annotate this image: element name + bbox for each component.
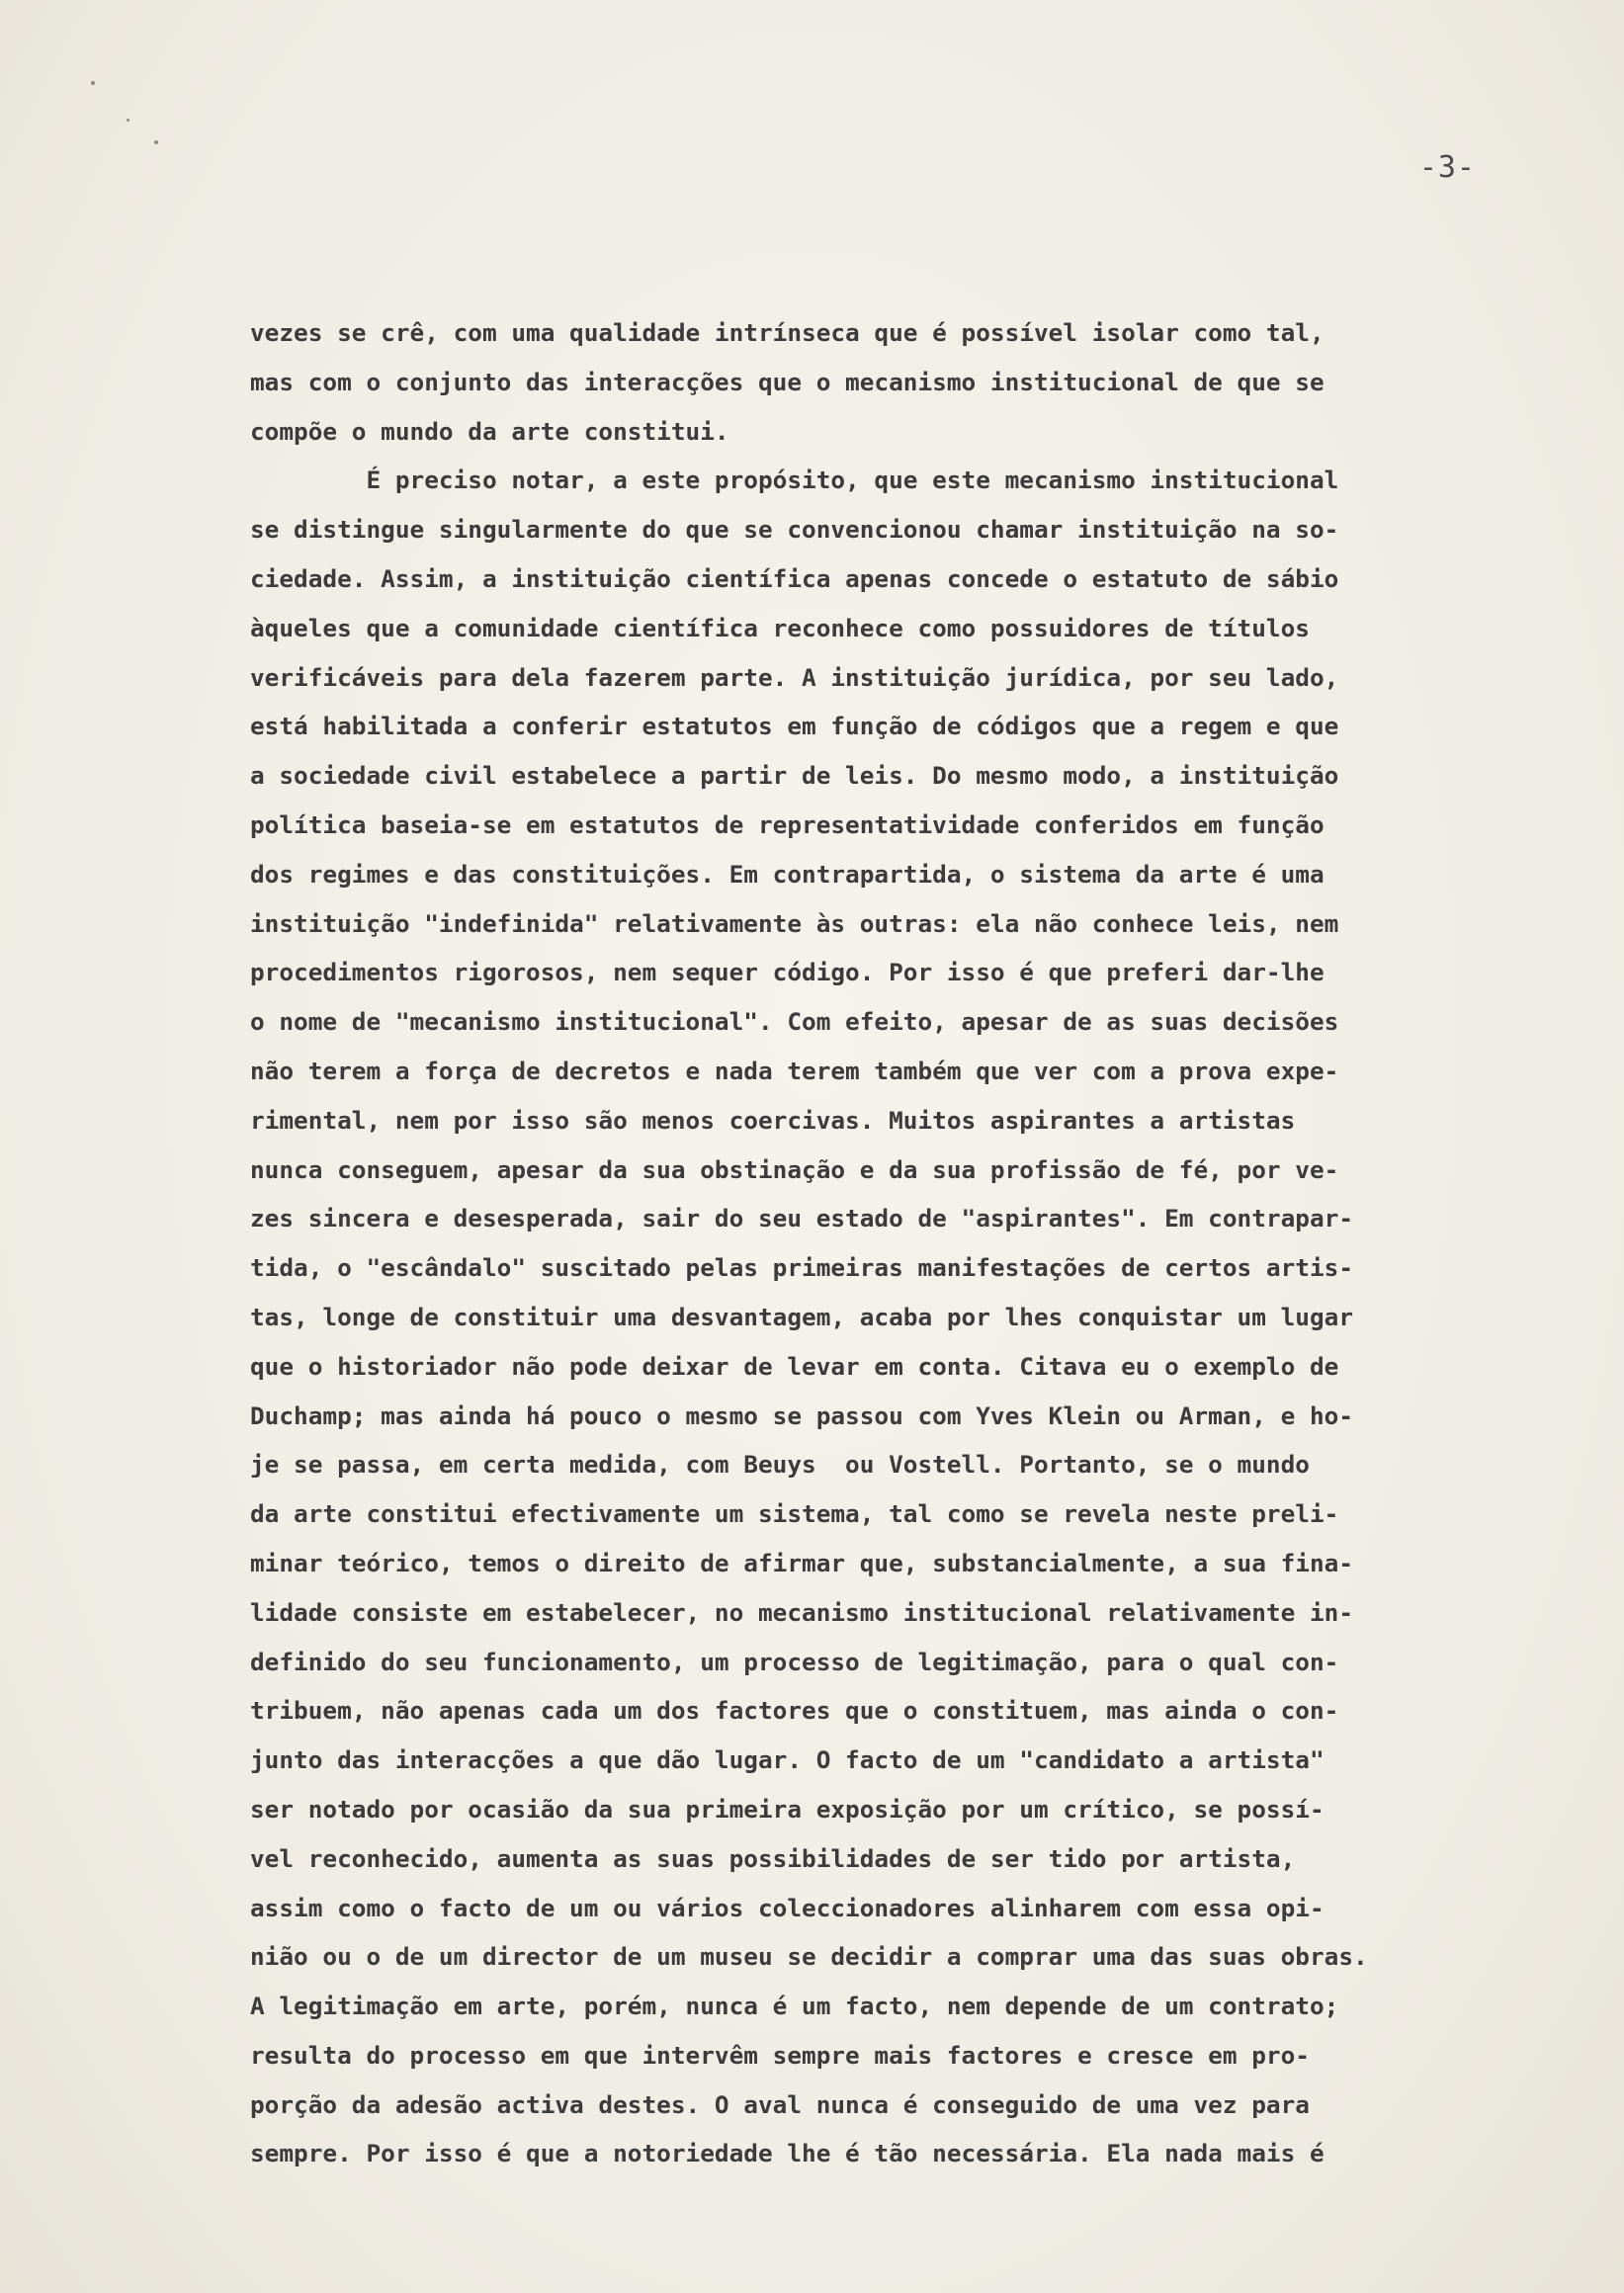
- page-number: -3-: [1418, 150, 1476, 185]
- text-line: o nome de "mecanismo institucional". Com efeito, apesar de as suas decisões: [250, 1007, 1339, 1037]
- body-text: [250, 308, 1496, 2178]
- text-line: sempre. Por isso é que a notoriedade lhe é tão necessária. Ela nada mais é: [250, 2139, 1325, 2168]
- text-line: tida, o "escândalo" suscitado pelas primeiras manifestações de certos artis-: [250, 1253, 1354, 1283]
- text-line: ser notado por ocasião da sua primeira exposição por um crítico, se possí-: [250, 1794, 1325, 1824]
- text-line: junto das interacções a que dão lugar. O facto de um "candidato a artista": [250, 1745, 1325, 1775]
- paper-speck: [154, 140, 158, 144]
- text-line: tas, longe de constituir uma desvantagem, acaba por lhes conquistar um lugar: [250, 1302, 1354, 1331]
- text-line: a sociedade civil estabelece a partir de leis. Do mesmo modo, a instituição: [250, 761, 1339, 791]
- text-line: àqueles que a comunidade científica reconhece como possuidores de títulos: [250, 613, 1310, 642]
- text-line: ciedade. Assim, a instituição científica apenas concede o estatuto de sábio: [250, 563, 1339, 593]
- text-line: nião ou o de um director de um museu se decidir a comprar uma das suas obras.: [250, 1942, 1368, 1972]
- text-line: procedimentos rigorosos, nem sequer código. Por isso é que preferi dar-lhe: [250, 958, 1325, 987]
- text-line: instituição "indefinida" relativamente às outras: ela não conhece leis, nem: [250, 908, 1339, 938]
- text-line: política baseia-se em estatutos de representatividade conferidos em função: [250, 809, 1325, 839]
- text-line: que o historiador não pode deixar de levar em conta. Citava eu o exemplo de: [250, 1351, 1339, 1381]
- text-line: se distingue singularmente do que se convencionou chamar instituição na so-: [250, 515, 1339, 545]
- text-line: zes sincera e desesperada, sair do seu estado de "aspirantes". Em contrapar-: [250, 1204, 1354, 1233]
- text-line: nunca conseguem, apesar da sua obstinação e da sua profissão de fé, por ve-: [250, 1154, 1339, 1184]
- text-line: porção da adesão activa destes. O aval nunca é conseguido de uma vez para: [250, 2089, 1310, 2119]
- text-line: lidade consiste em estabelecer, no mecanismo institucional relativamente in-: [250, 1597, 1354, 1627]
- text-line: É preciso notar, a este propósito, que este mecanismo institucional: [250, 466, 1339, 495]
- text-line: mas com o conjunto das interacções que o mecanismo institucional de que se: [250, 367, 1325, 396]
- text-line: vezes se crê, com uma qualidade intrínseca que é possível isolar como tal,: [250, 318, 1325, 347]
- text-line: resulta do processo em que intervêm sempre mais factores e cresce em pro-: [250, 2040, 1310, 2070]
- text-line: dos regimes e das constituições. Em contrapartida, o sistema da arte é uma: [250, 859, 1325, 889]
- text-line: compõe o mundo da arte constitui.: [250, 416, 729, 446]
- text-line: da arte constitui efectivamente um sistema, tal como se revela neste preli-: [250, 1499, 1339, 1529]
- text-line: rimental, nem por isso são menos coercivas. Muitos aspirantes a artistas: [250, 1105, 1296, 1135]
- text-line: tribuem, não apenas cada um dos factores que o constituem, mas ainda o con-: [250, 1696, 1339, 1726]
- text-line: je se passa, em certa medida, com Beuys ou Vostell. Portanto, se o mundo: [250, 1450, 1310, 1480]
- text-line: Duchamp; mas ainda há pouco o mesmo se passou com Yves Klein ou Arman, e ho-: [250, 1401, 1354, 1430]
- text-line: minar teórico, temos o direito de afirmar que, substancialmente, a sua fina-: [250, 1548, 1354, 1577]
- text-line: vel reconhecido, aumenta as suas possibilidades de ser tido por artista,: [250, 1843, 1296, 1873]
- text-line: verificáveis para dela fazerem parte. A instituição jurídica, por seu lado,: [250, 662, 1339, 692]
- paper-speck: [91, 81, 95, 85]
- text-line: A legitimação em arte, porém, nunca é um facto, nem depende de um contrato;: [250, 1992, 1339, 2021]
- text-line: assim como o facto de um ou vários coleccionadores alinharem com essa opi-: [250, 1893, 1325, 1922]
- text-line: não terem a força de decretos e nada terem também que ver com a prova expe-: [250, 1056, 1339, 1085]
- text-line: definido do seu funcionamento, um processo de legitimação, para o qual con-: [250, 1647, 1339, 1676]
- text-line: está habilitada a conferir estatutos em função de códigos que a regem e que: [250, 712, 1339, 741]
- paper-speck: [127, 119, 129, 122]
